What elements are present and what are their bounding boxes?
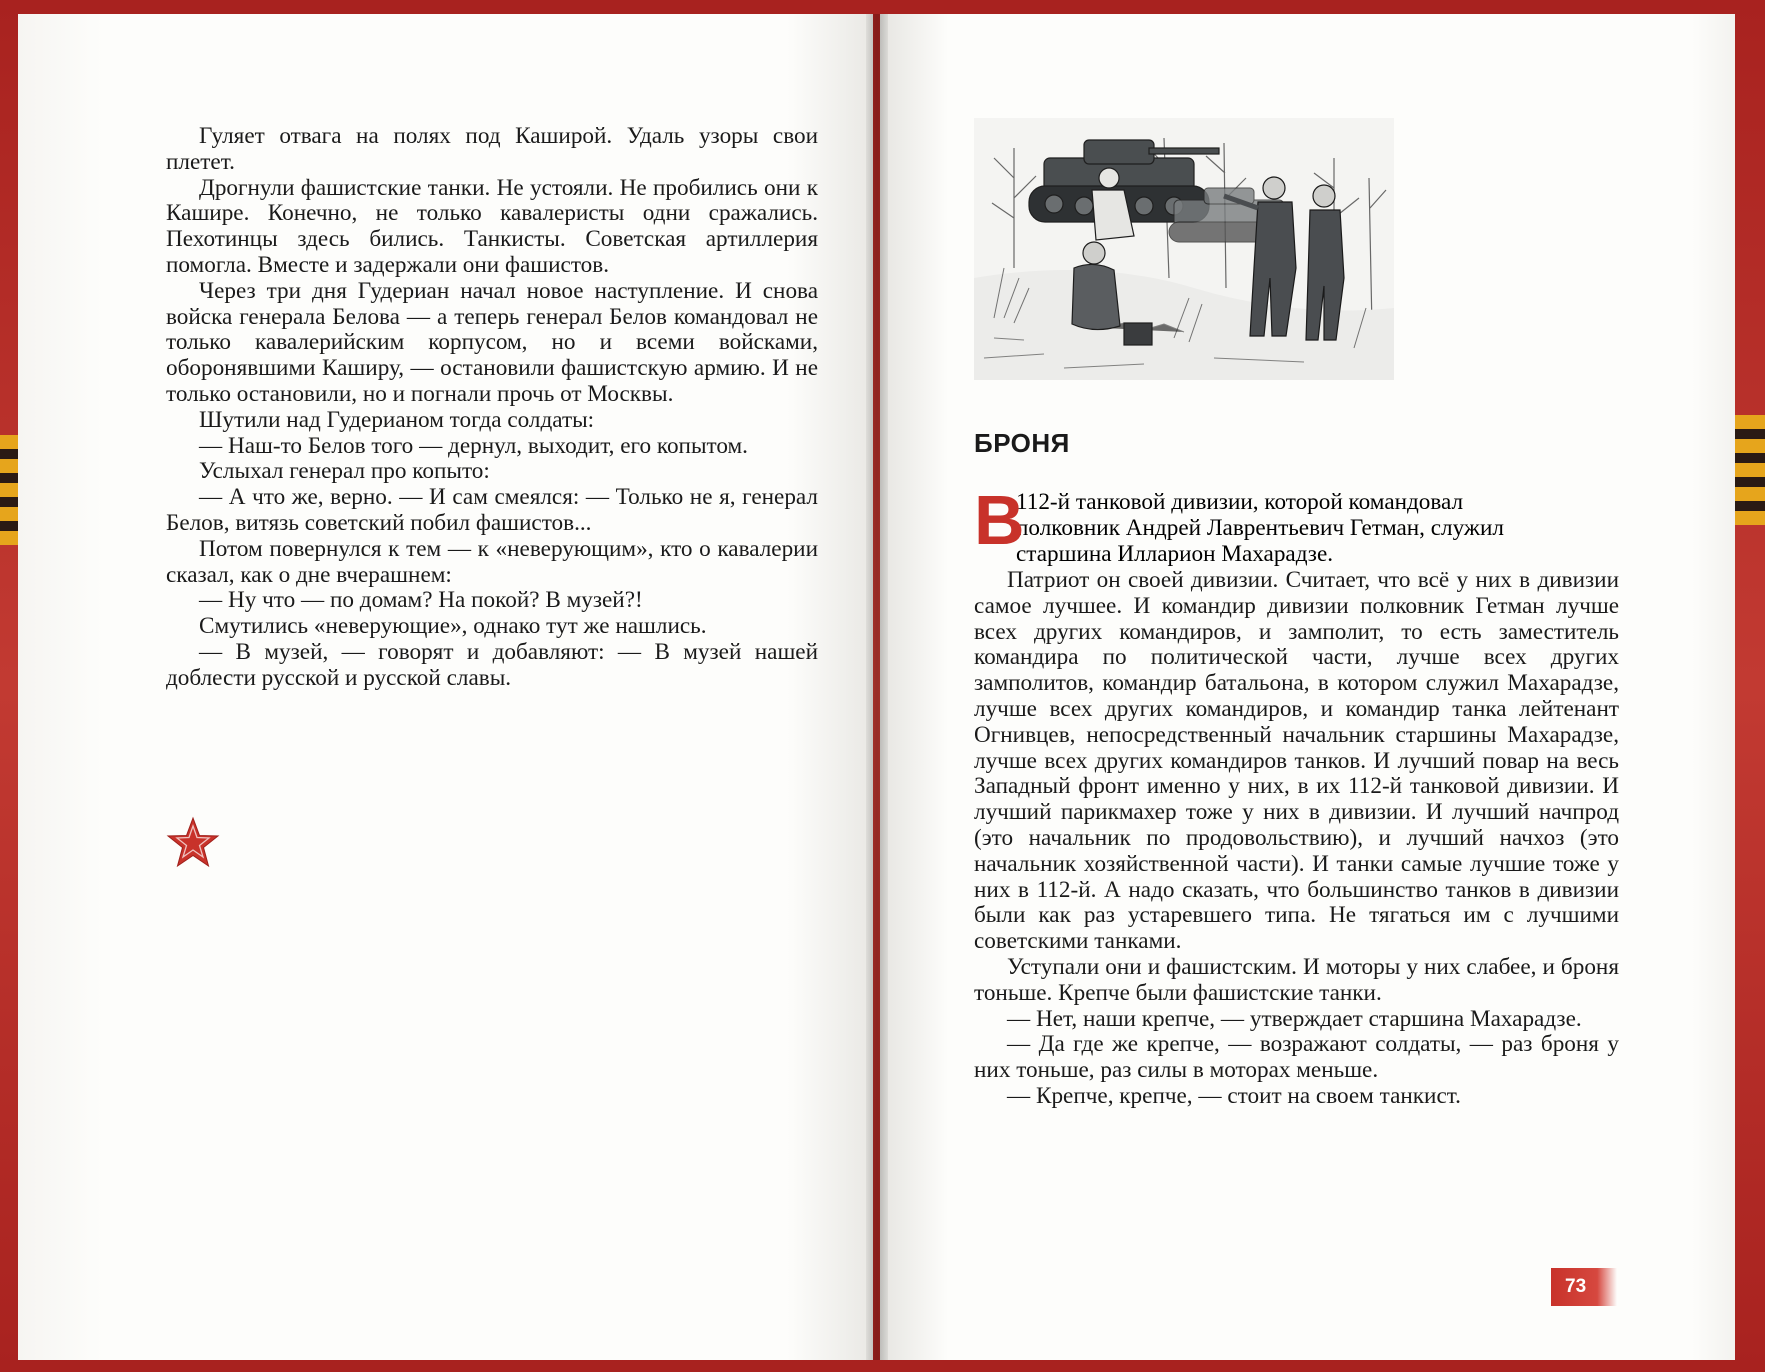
paragraph: — Ну что — по домам? На покой? В музей?! xyxy=(199,587,643,614)
intro-line: старшина Илларион Махарадзе. xyxy=(1016,540,1334,567)
paragraph: Патриот он своей дивизии. Считает, что всё у них в дивизии самое лучшее. И командир дивизии полковник Гетман лучше всех других командиров, и замполит, то есть заместитель командира по политической части, лучше всех других замполитов, командир батальона, в котором служил Махарадзе, лучше всех других командиров, и командир танка лейтенант Огнивцев, непосредственный начальник старшины Махарадзе, лучше всех других командиров танков. И лучший повар на весь Западный фронт именно у них, в их 112-й танковой дивизии. И лучший парикмахер тоже у них в дивизии. И лучший начпрод (это начальник по продовольствию), и лучший начхоз (это начальник хозяйственной части). И танки самые лучшие тоже у них в 112-й. А надо сказать, что большинство танков в дивизии были как раз устаревшего типа. Не тягаться им с лучшими советскими танками. xyxy=(974,567,1619,955)
intro-line: 112-й танковой дивизии, которой командовал xyxy=(1016,489,1464,515)
paragraph: Услыхал генерал про копыто: xyxy=(199,458,490,485)
ribbon-stripe-right xyxy=(1735,415,1765,525)
paragraph: Дрогнули фашистские танки. Не устояли. Не пробились они к Кашире. Конечно, не только кавалеристы одни сражались. Пехотинцы здесь бились. Танкисты. Советская артиллерия помогла. Вместе и задержали они фашистов. xyxy=(166,174,818,278)
right-page-text xyxy=(974,568,1619,1110)
paragraph: — В музей, — говорят и добавляют: — В музей нашей доблести русской и русской славы. xyxy=(166,638,818,691)
paragraph: — Нет, наши крепче, — утверждает старшина Махарадзе. xyxy=(1007,1005,1582,1032)
paragraph: Через три дня Гудериан начал новое наступление. И снова войска генерала Белова — а теперь генерал Белов командовал не только кавалерийским корпусом, но и всеми войсками, оборонявшими Каширу, — остановили фашистскую армию. И не только остановили, но и погнали прочь от Москвы. xyxy=(166,277,818,407)
tank-soldiers-illustration xyxy=(974,118,1394,380)
chapter-heading: БРОНЯ xyxy=(974,428,1070,458)
paragraph: Смутились «неверующие», однако тут же нашлись. xyxy=(199,613,707,640)
paragraph: — А что же, верно. — И сам смеялся: — Только не я, генерал Белов, витязь советский побил фашистов... xyxy=(166,484,818,536)
chapter-intro xyxy=(974,481,1619,567)
paragraph: Шутили над Гудерианом тогда солдаты: xyxy=(199,406,595,433)
left-page-text xyxy=(166,124,818,692)
paragraph: Гуляет отвага на полях под Каширой. Удаль узоры свои плетет. xyxy=(166,123,818,175)
book-spine xyxy=(866,14,888,1360)
paragraph: — Крепче, крепче, — стоит на своем танкист. xyxy=(1007,1082,1461,1109)
drop-cap: В xyxy=(974,481,1025,559)
intro-line: полковник Андрей Лаврентьевич Гетман, служил xyxy=(1016,514,1504,541)
paragraph: Потом повернулся к тем — к «неверующим», кто о кавалерии сказал, как о дне вчерашнем: xyxy=(166,535,818,588)
red-star-icon xyxy=(166,816,220,870)
paragraph: — Наш-то Белов того — дернул, выходит, его копытом. xyxy=(199,432,748,459)
paragraph: — Да где же крепче, — возражают солдаты, — раз броня у них тоньше, раз силы в моторах меньше. xyxy=(974,1031,1619,1084)
page-number: 73 xyxy=(1551,1268,1617,1306)
paragraph: Уступали они и фашистским. И моторы у них слабее, и броня тоньше. Крепче были фашистские танки. xyxy=(974,953,1619,1006)
